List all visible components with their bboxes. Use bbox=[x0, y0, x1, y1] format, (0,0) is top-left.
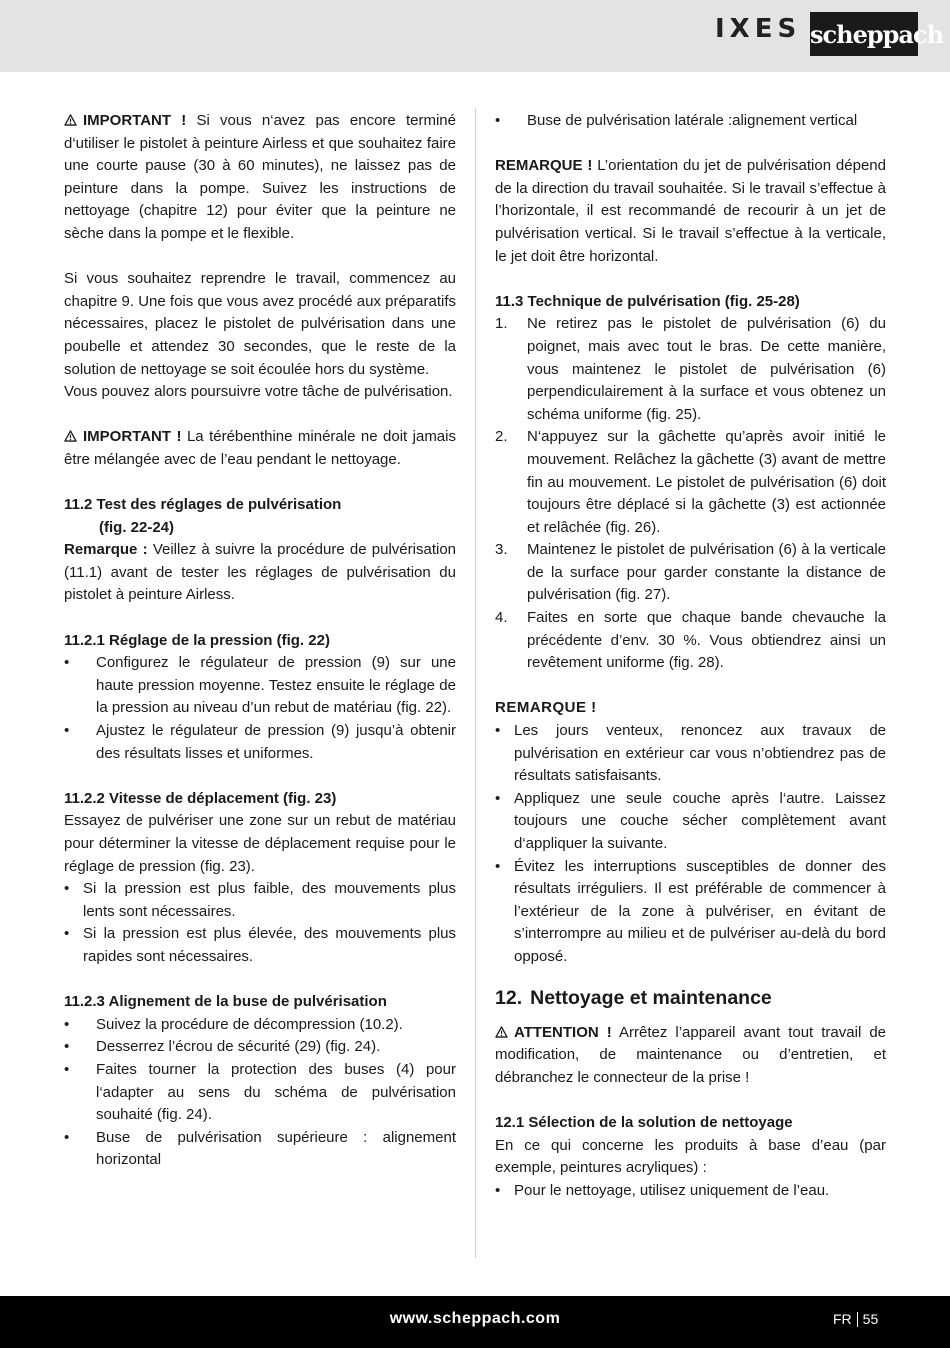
scheppach-logo bbox=[810, 12, 944, 56]
list-item: • Faites tourner la protection des buses (4) pour l‘adapter au sens du schéma de pulvérisation souhaité (fig. 24). bbox=[64, 1060, 456, 1124]
warning-triangle-icon bbox=[495, 1026, 508, 1038]
section-12-1-title: 12.1 Sélection de la solution de nettoyage bbox=[495, 1113, 793, 1131]
chapter-12-heading: 12. Nettoyage et maintenance bbox=[495, 986, 772, 1009]
left-column bbox=[64, 110, 456, 1172]
section-11-2-1-title: 11.2.1 Réglage de la pression (fig. 22) bbox=[64, 631, 330, 649]
warning-label: IMPORTANT ! bbox=[64, 428, 181, 445]
section-11-2-3-title: 11.2.3 Alignement de la buse de pulvérisation bbox=[64, 993, 387, 1011]
section-11-3-title: 11.3 Technique de pulvérisation (fig. 25-28) bbox=[495, 292, 800, 310]
section-11-2-2-text: Essayez de pulvériser une zone sur un rebut de matériau pour déterminer la vitesse de déplacement requise pour le réglage de pression (fig. 23). bbox=[64, 812, 456, 875]
list-item: • Desserrez l’écrou de sécurité (29) (fig. 24). bbox=[64, 1038, 381, 1056]
section-11-2-title: 11.2 Test des réglages de pulvérisation bbox=[64, 496, 342, 514]
numbered-item: 3. Maintenez le pistolet de pulvérisation (6) à la verticale de la surface pour garder constante la distance de pulvérisation (fig. 27). bbox=[495, 541, 886, 604]
list-item: • Si la pression est plus faible, des mouvements plus lents sont nécessaires. bbox=[64, 880, 456, 920]
continue-paragraph: Vous pouvez alors poursuivre votre tâche de pulvérisation. bbox=[64, 383, 453, 401]
warning-triangle-icon bbox=[64, 114, 77, 126]
warning-triangle-icon bbox=[64, 430, 77, 442]
list-item: • Les jours venteux, renoncez aux travaux de pulvérisation en extérieur car vous n’obtiendrez pas de résultats satisfaisants. bbox=[495, 722, 886, 785]
numbered-item: 1. Ne retirez pas le pistolet de pulvérisation (6) du poignet, mais avec tout le bras. De cette manière, vous maintenez le pistolet de pulvérisation (6) perpendiculairement à la surface et vous obtenez un schéma uniforme (fig. 25). bbox=[495, 315, 886, 423]
attention-note: ATTENTION ! Arrêtez l’appareil avant tout travail de modification, de maintenance ou d’entretien, et débranchez le connecteur de la prise ! bbox=[495, 1023, 887, 1086]
important-note-pause: IMPORTANT ! Si vous n‘avez pas encore terminé d‘utiliser le pistolet à peinture Airless et que souhaitez faire une courte pause (30 à 60 minutes), ne laissez pas de peinture dans la pompe. Suivez les instructions de nettoyage (chapitre 12) pour éviter que la peinture ne sèche dans la pompe et le flexible. bbox=[64, 112, 456, 242]
page-footer bbox=[0, 1296, 950, 1348]
column-divider bbox=[475, 108, 476, 1258]
warning-label: ATTENTION ! bbox=[495, 1024, 612, 1041]
page-num: 55 bbox=[862, 1311, 879, 1327]
warning-label: IMPORTANT ! bbox=[64, 112, 186, 129]
ixes-series-logo: IXES bbox=[715, 14, 802, 44]
remark-heading: REMARQUE ! bbox=[495, 699, 597, 717]
list-item: • Ajustez le régulateur de pression (9) jusqu’à obtenir des résultats lisses et uniformes. bbox=[64, 722, 456, 762]
section-12-1-text: En ce qui concerne les produits à base d’eau (par exemple, peintures acryliques) : bbox=[495, 1136, 886, 1177]
page-header bbox=[0, 0, 950, 72]
list-item: • Suivez la procédure de décompression (10.2). bbox=[64, 1015, 403, 1033]
list-item: • Buse de pulvérisation supérieure : alignement horizontal bbox=[64, 1128, 456, 1169]
brand-name: scheppach bbox=[810, 20, 944, 49]
resume-paragraph: Si vous souhaitez reprendre le travail, commencez au chapitre 9. Une fois que vous avez procédé aux préparatifs nécessaires, placez le pistolet de pulvérisation dans une poubelle et attendez 30 secondes, que le reste de la solution de nettoyage se soit écoulée hors du système. bbox=[64, 270, 456, 378]
numbered-item: 2. N‘appuyez sur la gâchette qu’après avoir initié le mouvement. Relâchez la gâchette (3) avant de mettre fin au mouvement. Le pistolet de pulvérisation (6) doit toujours être déplacé si la gâchette (3) est actionnée et relâchée (fig. 26). bbox=[495, 428, 886, 536]
language-code: FR bbox=[833, 1311, 852, 1327]
list-item: • Configurez le régulateur de pression (9) sur une haute pression moyenne. Testez ensuite le réglage de la pression au niveau d’un rebut de matériau (fig. 22). bbox=[64, 654, 456, 717]
list-item: • Évitez les interruptions susceptibles de donner des résultats irréguliers. Il est préférable de commencer à l’extérieur de la zone à pulvériser, en évitant de s’interrompre au milieu et de pulvériser au-delà du bord opposé. bbox=[495, 857, 886, 965]
list-item: • Si la pression est plus élevée, des mouvements plus rapides sont nécessaires. bbox=[64, 925, 456, 965]
website-link[interactable]: www.scheppach.com bbox=[389, 1310, 561, 1327]
numbered-item: 4. Faites en sorte que chaque bande chevauche la précédente d’env. 30 %. Vous obtiendrez ainsi un revêtement uniforme (fig. 28). bbox=[495, 609, 886, 672]
right-column bbox=[495, 110, 886, 1202]
list-item: • Buse de pulvérisation latérale :alignement vertical bbox=[495, 112, 858, 129]
section-11-2-note: Remarque : Veillez à suivre la procédure de pulvérisation (11.1) avant de tester les réglages de pulvérisation du pistolet à peinture Airless. bbox=[64, 541, 457, 604]
section-11-2-fig: (fig. 22-24) bbox=[99, 518, 175, 536]
remark-spray-orientation: REMARQUE ! L’orientation du jet de pulvérisation dépend de la direction du travail souhaitée. Si le travail s’effectue à l’horizontale, il est recommandé de recourir à un jet de pulvérisation vertical. Si le travail s’effectue à la verticale, le jet doit être horizontal. bbox=[495, 157, 886, 265]
list-item: • Pour le nettoyage, utilisez uniquement de l’eau. bbox=[495, 1181, 830, 1199]
important-note-turpentine: IMPORTANT ! La térébenthine minérale ne doit jamais être mélangée avec de l’eau pendant le nettoyage. bbox=[64, 428, 456, 468]
page-number bbox=[833, 1311, 878, 1327]
section-11-2-2-title: 11.2.2 Vitesse de déplacement (fig. 23) bbox=[64, 789, 337, 807]
list-item: • Appliquez une seule couche après l‘autre. Laissez toujours une couche sécher complètement avant d‘appliquer la suivante. bbox=[495, 789, 886, 852]
